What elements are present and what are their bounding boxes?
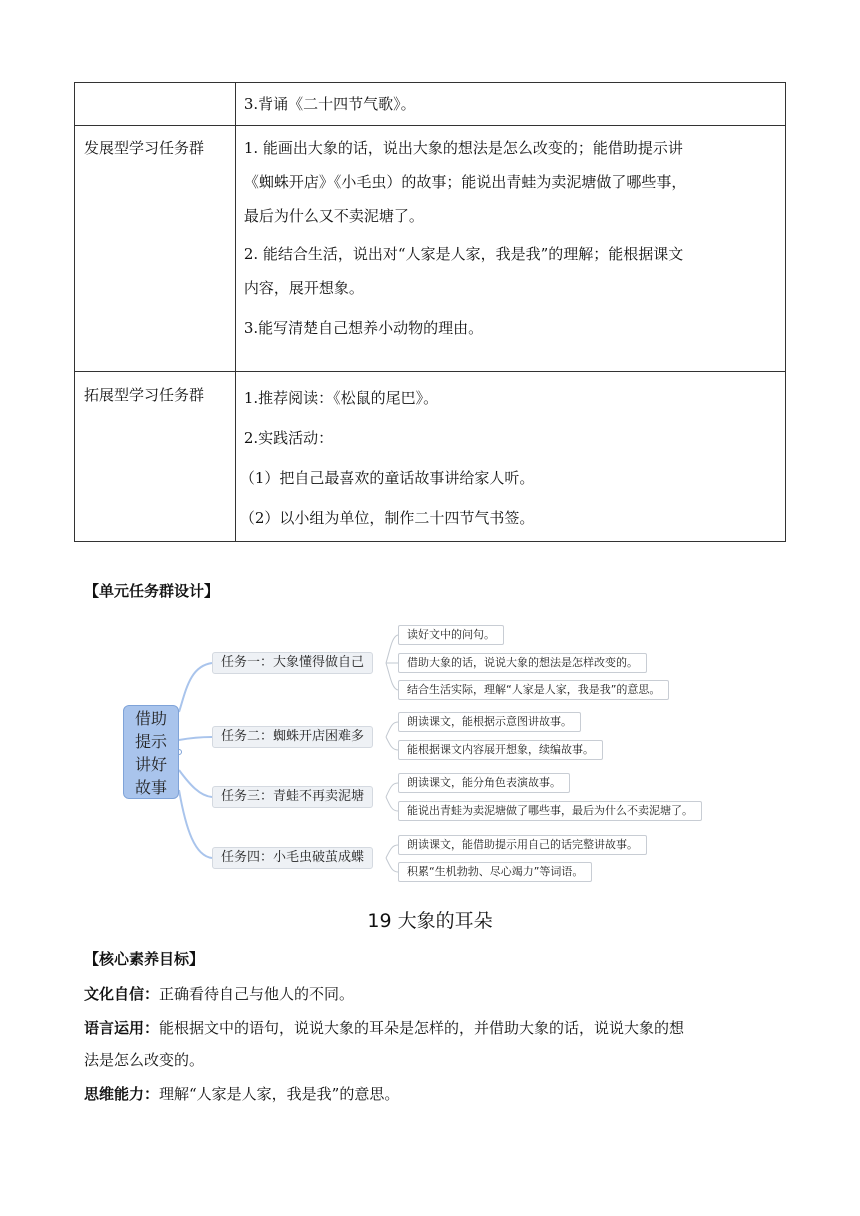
table-cell-label [75,126,236,372]
table-line: 3.能写清楚自己想养小动物的理由。 [243,319,484,337]
leaf-line [386,663,398,690]
leaf-line [386,783,398,797]
table-cell-label [75,372,236,542]
leaf-line [386,858,398,872]
table-line: 3.背诵《二十四节气歌》。 [243,95,416,113]
goal-text: 理解“人家是人家，我是我”的意思。 [159,1085,400,1103]
leaf-line [386,797,398,811]
leaf-line [386,722,398,737]
leaf-node: 读好文中的问句。 [398,625,504,645]
goal-key: 思维能力： [84,1085,160,1103]
goal-text: 正确看待自己与他人的不同。 [159,985,355,1003]
table-row [75,126,786,372]
leaf-line [386,845,398,858]
goal-paragraph [84,984,354,1004]
leaf-node: 能说出青蛙为卖泥塘做了哪些事，最后为什么不卖泥塘了。 [398,801,702,821]
goal-key: 语言运用： [84,1019,160,1037]
branch-line [179,663,212,712]
branch-line [179,770,212,797]
table-line: （2）以小组为单位，制作二十四节气书签。 [239,509,535,527]
leaf-node: 朗读课文，能分角色表演故事。 [398,773,570,793]
leaf-node: 借助大象的话，说说大象的想法是怎样改变的。 [398,653,647,673]
table-cell [235,83,785,126]
table-row [75,83,786,126]
branch-line [179,737,212,740]
leaf-node: 能根据课文内容展开想象，续编故事。 [398,740,603,760]
root-line: 借助 [134,709,167,728]
task-node-2: 任务二：蜘蛛开店困难多 [212,726,373,748]
root-line: 提示 [134,732,167,751]
leaf-node: 朗读课文，能根据示意图讲故事。 [398,712,581,732]
table-line: 内容，展开想象。 [243,279,364,297]
leaf-node: 结合生活实际，理解“人家是人家，我是我”的意思。 [398,680,669,700]
goal-paragraph [84,1018,684,1038]
leaf-line [386,737,398,750]
table-line: 1. 能画出大象的话，说出大象的想法是怎么改变的；能借助提示讲 [243,139,683,157]
leaf-line [386,635,398,663]
table-line: 2.实践活动： [243,429,334,447]
task-group-table [74,82,786,542]
table-line: 1.推荐阅读：《松鼠的尾巴》。 [243,389,439,407]
goal-paragraph [84,1050,204,1070]
core-goals-heading: 【核心素养目标】 [84,950,205,968]
table-row [75,372,786,542]
branch-line [179,790,212,858]
row-label: 发展型学习任务群 [84,139,205,157]
goal-text: 法是怎么改变的。 [84,1051,205,1069]
root-line: 讲好 [134,755,167,774]
leaf-node: 积累“生机勃勃、尽心竭力”等词语。 [398,862,592,882]
leaf-node: 朗读课文，能借助提示用自己的话完整讲故事。 [398,835,647,855]
task-node-3: 任务三：青蛙不再卖泥塘 [212,786,373,808]
table-cell [235,372,785,542]
goal-text: 能根据文中的语句，说说大象的耳朵是怎样的，并借助大象的话，说说大象的想 [159,1019,685,1037]
unit-heading: 【单元任务群设计】 [84,582,220,600]
goal-key: 文化自信： [84,985,160,1003]
root-line: 故事 [134,778,167,797]
task-node-4: 任务四：小毛虫破茧成蝶 [212,847,373,869]
table-line: 2. 能结合生活，说出对“人家是人家，我是我”的理解；能根据课文 [243,245,684,263]
table-line: 最后为什么又不卖泥塘了。 [243,207,424,225]
table-cell [235,126,785,372]
table-cell-empty [75,83,236,126]
goal-paragraph [84,1084,399,1104]
task-node-1: 任务一：大象懂得做自己 [212,652,373,674]
table-line: （1）把自己最喜欢的童话故事讲给家人听。 [239,469,535,487]
lesson-title: 19 大象的耳朵 [367,910,493,932]
row-label: 拓展型学习任务群 [84,386,205,404]
mindmap-root [123,705,179,799]
table-line: 《蜘蛛开店》《小毛虫）的故事；能说出青蛙为卖泥塘做了哪些事， [243,173,687,191]
